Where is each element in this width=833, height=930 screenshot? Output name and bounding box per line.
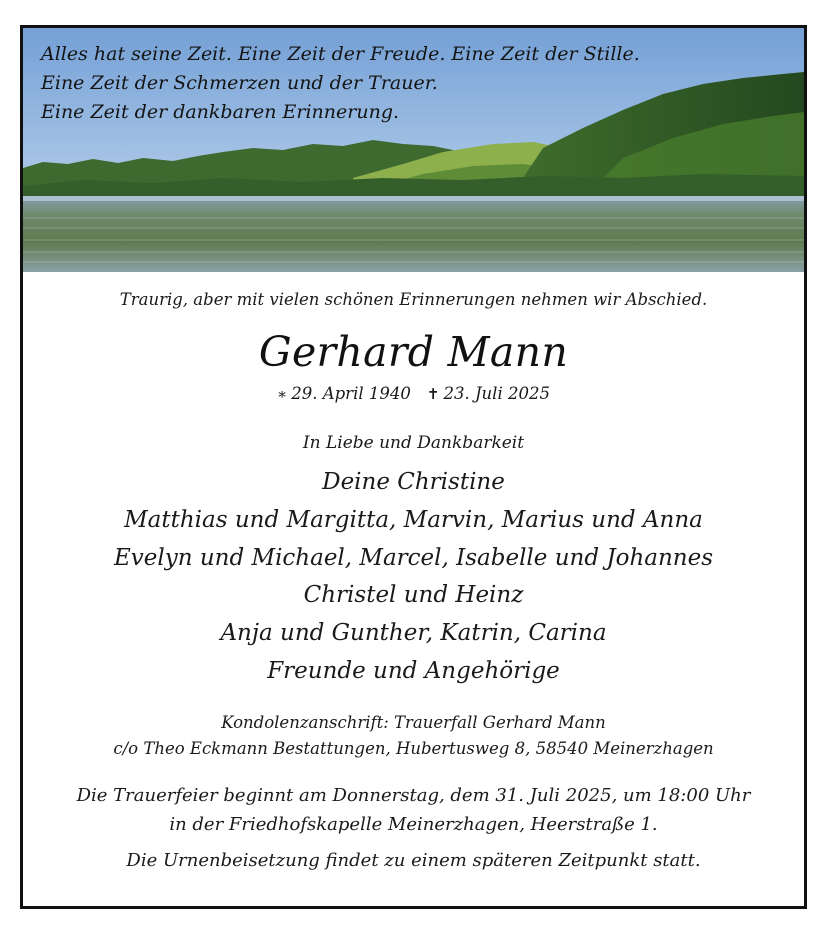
birth-date: 29. April 1940 xyxy=(291,384,411,403)
ceremony-line-2: in der Friedhofskapelle Meinerzhagen, Heerstraße 1. xyxy=(169,813,658,835)
motto-line-2: Eine Zeit der Schmerzen und der Trauer. xyxy=(41,72,438,94)
ceremony-line-1: Die Trauerfeier beginnt am Donnerstag, dem 31. Juli 2025, um 18:00 Uhr xyxy=(76,784,751,806)
condolence-line-2: c/o Theo Eckmann Bestattungen, Hubertusweg 8, 58540 Meinerzhagen xyxy=(113,738,714,758)
birth-star-icon: ∗ xyxy=(277,385,288,403)
condolence-address xyxy=(23,710,804,762)
motto-line-3: Eine Zeit der dankbaren Erinnerung. xyxy=(41,101,400,123)
motto-line-1: Alles hat seine Zeit. Eine Zeit der Freude. Eine Zeit der Stille. xyxy=(41,43,640,65)
mourner-line: Freunde und Angehörige xyxy=(267,657,560,684)
notice-content xyxy=(23,272,804,875)
mourner-line: Matthias und Margitta, Marvin, Marius und Anna xyxy=(124,506,703,533)
death-cross-icon: ✝ xyxy=(426,385,440,403)
lake-landscape-banner xyxy=(23,28,804,272)
mourner-line: Christel und Heinz xyxy=(303,582,524,609)
mourner-line: Anja und Gunther, Katrin, Carina xyxy=(220,620,607,647)
mourners-list xyxy=(23,464,804,691)
thanks-line: In Liebe und Dankbarkeit xyxy=(302,433,525,453)
deceased-name: Gerhard Mann xyxy=(258,328,569,376)
life-dates xyxy=(23,383,804,405)
ceremony-info xyxy=(23,781,804,839)
condolence-line-1: Kondolenzanschrift: Trauerfall Gerhard Mann xyxy=(221,712,606,732)
motto-text xyxy=(41,40,640,127)
mourner-line: Deine Christine xyxy=(322,469,505,495)
obituary-frame xyxy=(20,25,807,909)
mourner-line: Evelyn und Michael, Marcel, Isabelle und Johannes xyxy=(113,544,714,571)
urn-burial-info: Die Urnenbeisetzung findet zu einem späteren Zeitpunkt statt. xyxy=(126,849,701,871)
death-date: 23. Juli 2025 xyxy=(443,384,550,403)
intro-line: Traurig, aber mit vielen schönen Erinnerungen nehmen wir Abschied. xyxy=(119,290,708,309)
